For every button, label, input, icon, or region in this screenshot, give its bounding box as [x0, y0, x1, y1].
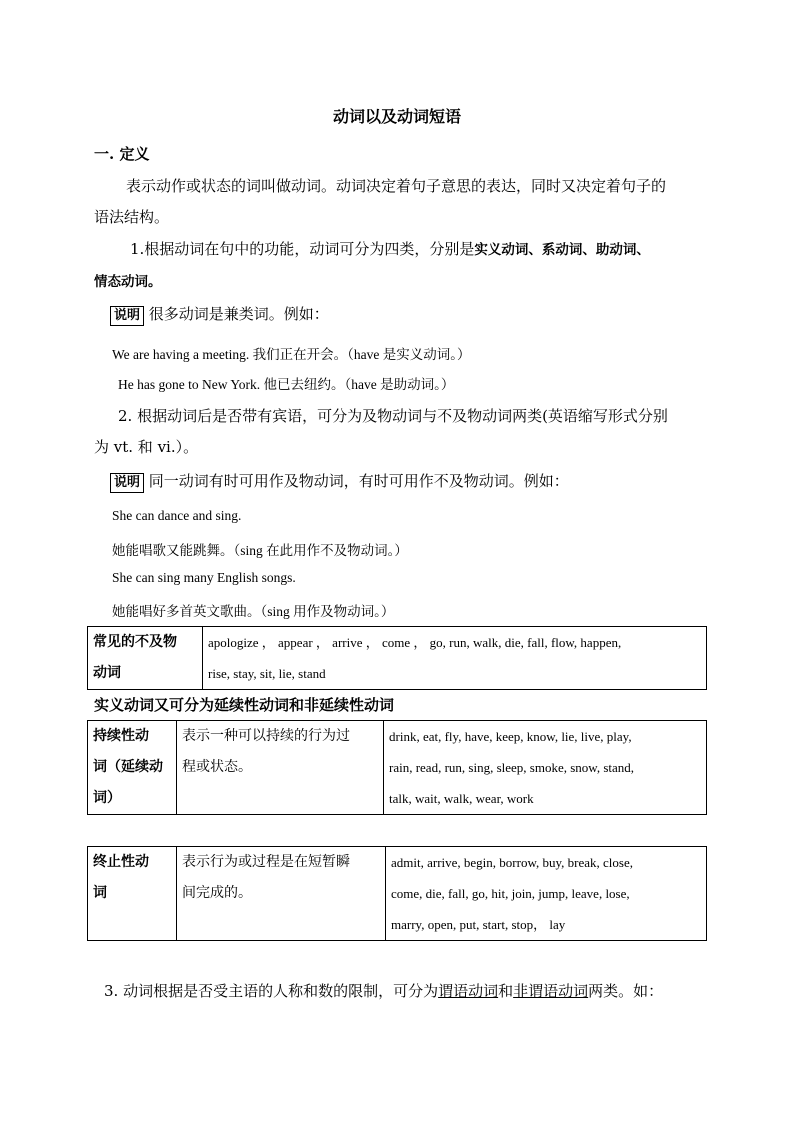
example-4-translation: 她能唱好多首英文歌曲。（sing 用作及物动词。）: [112, 604, 395, 619]
para1-line1: 表示动作或状态的词叫做动词。动词决定着句子意思的表达，同时又决定着句子的: [126, 177, 667, 195]
note-label: 说明: [110, 473, 144, 493]
point1-line1: [130, 238, 650, 259]
point3-suffix: 两类。如：: [588, 982, 664, 1000]
table3-words: admit, arrive, begin, borrow, buy, break, close, come, die, fall, go, hit, join, jump, leave, lose, marry, open, put, start, stop， lay: [386, 847, 707, 941]
table3-desc: 表示行为或过程是在短暂瞬 间完成的。: [177, 847, 386, 941]
note1-text: 很多动词是兼类词。例如：: [148, 305, 329, 323]
subheading: 实义动词又可分为延续性动词和非延续性动词: [94, 696, 395, 714]
table1-words: apologize ， appear ， arrive ， come ， go, run, walk, die, fall, flow, happen, rise, stay, sit, lie, stand: [203, 627, 707, 690]
intransitive-verbs-table: [87, 626, 707, 690]
nonfinite-verb-term: 非谓语动词: [513, 982, 589, 1000]
section-heading: 一. 定义: [94, 145, 150, 163]
example-3-translation: 她能唱歌又能跳舞。（sing 在此用作不及物动词。）: [112, 543, 408, 558]
point1-prefix: 1.根据动词在句中的功能，动词可分为四类，分别是: [130, 240, 475, 258]
point3-prefix: 3. 动词根据是否受主语的人称和数的限制，可分为: [104, 982, 439, 1000]
point2-line2: 为 vt. 和 vi.）。: [94, 438, 199, 456]
table2-desc: 表示一种可以持续的行为过 程或状态。: [177, 721, 384, 815]
note2-text: 同一动词有时可用作及物动词，有时可用作不及物动词。例如：: [148, 472, 569, 490]
table2-words: drink, eat, fly, have, keep, know, lie, live, play, rain, read, run, sing, sleep, smoke, snow, stand, talk, wait, walk, wear, work: [384, 721, 707, 815]
example-3: She can dance and sing.: [112, 508, 242, 523]
example-1: We are having a meeting. 我们正在开会。（have 是实义动词。）: [112, 347, 471, 362]
verb-types-b: 情态动词。: [94, 274, 162, 290]
verb-types-a: 实义动词、系动词、助动词、: [474, 242, 650, 258]
finite-verb-term: 谓语动词: [438, 982, 499, 1000]
note1: [110, 303, 329, 326]
terminative-verbs-table: [87, 846, 707, 941]
example-4: She can sing many English songs.: [112, 570, 296, 585]
durative-verbs-table: [87, 720, 707, 815]
table1-label: 常见的不及物 动词: [88, 627, 203, 690]
example-2: He has gone to New York. 他已去纽约。（have 是助动词。）: [118, 377, 455, 392]
point3: [104, 980, 663, 1001]
page-title: 动词以及动词短语: [332, 107, 461, 126]
note2: [110, 470, 569, 493]
point2-line1: 2. 根据动词后是否带有宾语，可分为及物动词与不及物动词两类(英语缩写形式分别: [118, 407, 668, 425]
point3-and: 和: [498, 982, 514, 1000]
table3-label: 终止性动 词: [88, 847, 177, 941]
note-label: 说明: [110, 306, 144, 326]
para1-line2: 语法结构。: [94, 208, 170, 226]
table2-label: 持续性动 词（延续动 词）: [88, 721, 177, 815]
